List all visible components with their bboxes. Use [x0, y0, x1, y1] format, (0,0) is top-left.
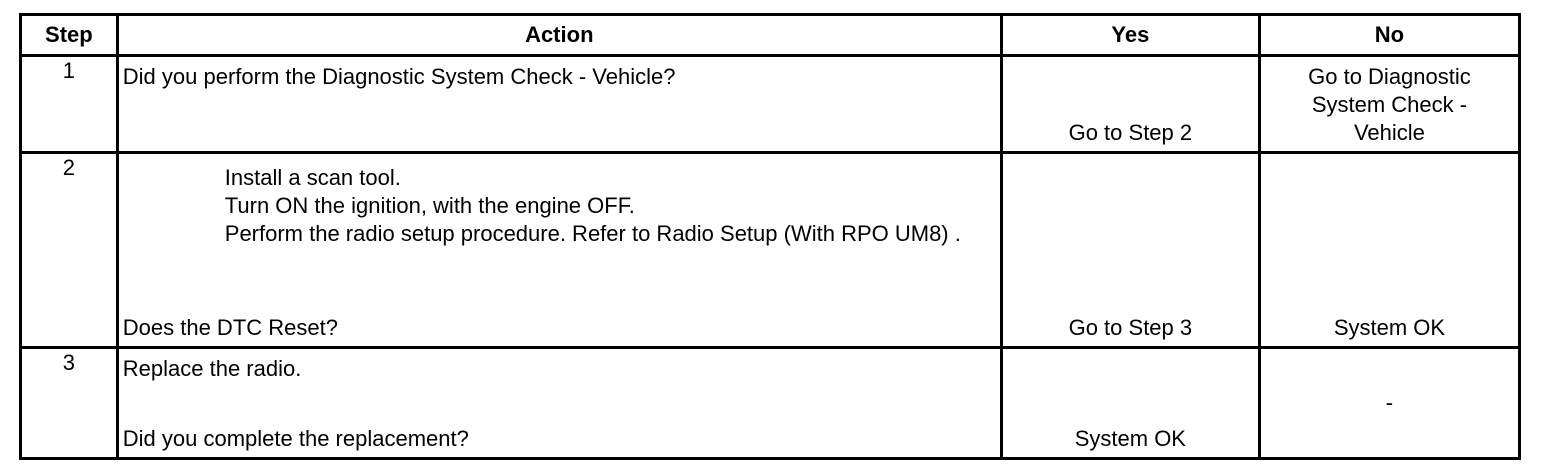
action-step-item: Perform the radio setup procedure. Refer to Radio Setup (With RPO UM8) . [224, 221, 961, 247]
yes-result: System OK [1074, 426, 1186, 451]
no-result: System OK [1333, 315, 1446, 341]
no-result: - [1385, 390, 1394, 416]
no-link[interactable]: Go to Diagnostic System Check - Vehicle [1308, 64, 1471, 145]
header-no: No [1259, 15, 1519, 56]
table-row [21, 153, 1520, 348]
action-instruction: Replace the radio. [122, 356, 302, 382]
action-cell [117, 348, 1001, 459]
table-row [21, 56, 1520, 153]
action-step-item: Install a scan tool. [224, 165, 401, 191]
yes-link[interactable]: Go to Step 3 [1068, 315, 1193, 341]
step-number: 3 [21, 348, 118, 459]
action-cell [117, 153, 1001, 348]
header-step: Step [21, 15, 118, 56]
header-action: Action [117, 15, 1001, 56]
yes-link[interactable]: Go to Step 2 [1068, 120, 1193, 146]
no-cell [1259, 56, 1519, 153]
yes-cell [1001, 153, 1259, 348]
action-steps-list [123, 160, 994, 248]
no-cell [1259, 348, 1519, 459]
yes-cell [1001, 348, 1259, 459]
action-step-item: Turn ON the ignition, with the engine OFF. [224, 193, 635, 219]
header-yes: Yes [1001, 15, 1259, 56]
action-cell [117, 56, 1001, 153]
header-row [21, 15, 1520, 56]
yes-cell [1001, 56, 1259, 153]
diagnostic-table [19, 13, 1521, 460]
step-number: 1 [21, 56, 118, 153]
step-number: 2 [21, 153, 118, 348]
no-cell [1259, 153, 1519, 348]
diagnostic-table-container [19, 13, 1521, 460]
action-question: Does the DTC Reset? [122, 315, 338, 341]
action-question: Did you complete the replacement? [122, 426, 469, 451]
table-row [21, 348, 1520, 459]
action-question: Did you perform the Diagnostic System Check - Vehicle? [122, 64, 676, 89]
